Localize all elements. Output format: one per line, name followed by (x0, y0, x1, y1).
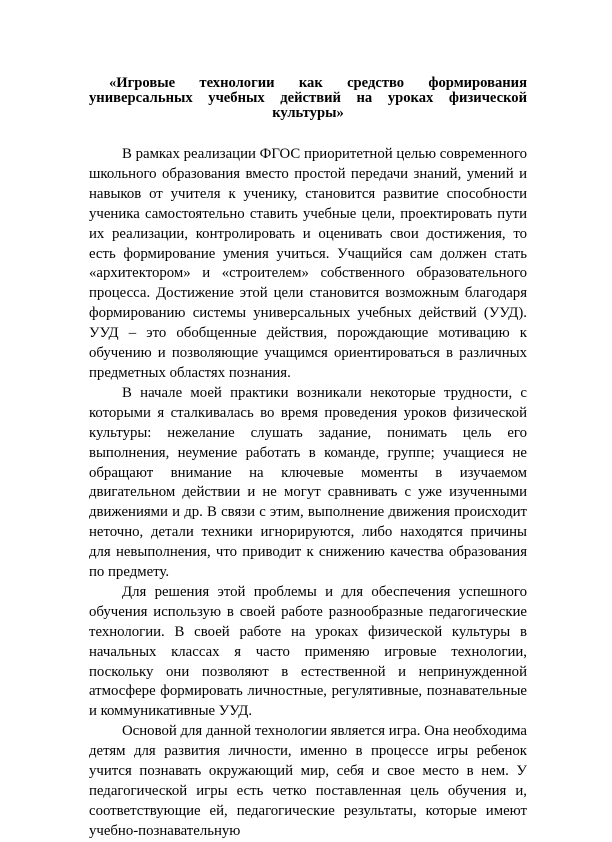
paragraph-4: Основой для данной технологии является игра. Она необходима детям для развития личности, именно в процессе игры ребенок учится познавать окружающий мир, себя и свое место в нем. У педагогической игры есть четко поставленная цель обучения и, соответствующие ей, педагогические результаты, которые имеют учебно-познавательную (89, 723, 527, 839)
paragraph-1: В рамках реализации ФГОС приоритетной целью современного школьного образования вместо простой передачи знаний, умений и навыков от учителя к ученику, становится развитие способности ученика самостоятельно ставить учебные цели, проектировать пути их реализации, контролировать и оценивать свои достижения, то есть формирование умения учиться. Учащийся сам должен стать «архитектором» и «строителем» собственного образовательного процесса. Достижение этой цели становится возможным благодаря формированию системы универсальных учебных действий (УУД). УУД – это обобщенные действия, порождающие мотивацию к обучению и позволяющие учащимся ориентироваться в различных предметных областях познания. (89, 146, 527, 381)
title-line-1: «Игровые технологии как средство формирования (109, 75, 527, 91)
paragraph-3: Для решения этой проблемы и для обеспечения успешного обучения использую в своей работе разнообразные педагогические технологии. В своей работе на уроках физической культуры в начальных классах я часто применяю игровые технологии, поскольку они позволяют в естественной и непринужденной атмосфере формировать личностные, регулятивные, познавательные и коммуникативные УУД. (89, 583, 527, 720)
document-page (89, 76, 527, 842)
title-line-2: универсальных учебных действий на уроках физической культуры» (89, 90, 527, 121)
paragraph-2: В начале моей практики возникали некоторые трудности, с которыми я сталкивалась во время проведения уроков физической культуры: нежелание слушать задание, понимать цель его выполнения, неумение работать в команде, группе; учащиеся не обращают внимание на ключевые моменты в изучаемом двигательном действии и не могут сравнивать с уже изученными движениями и др. В связи с этим, выполнение движения происходит неточно, детали техники игнорируются, либо находятся причины для невыполнения, что приводит к снижению качества образования по предмету. (89, 384, 527, 581)
document-title (89, 76, 527, 121)
